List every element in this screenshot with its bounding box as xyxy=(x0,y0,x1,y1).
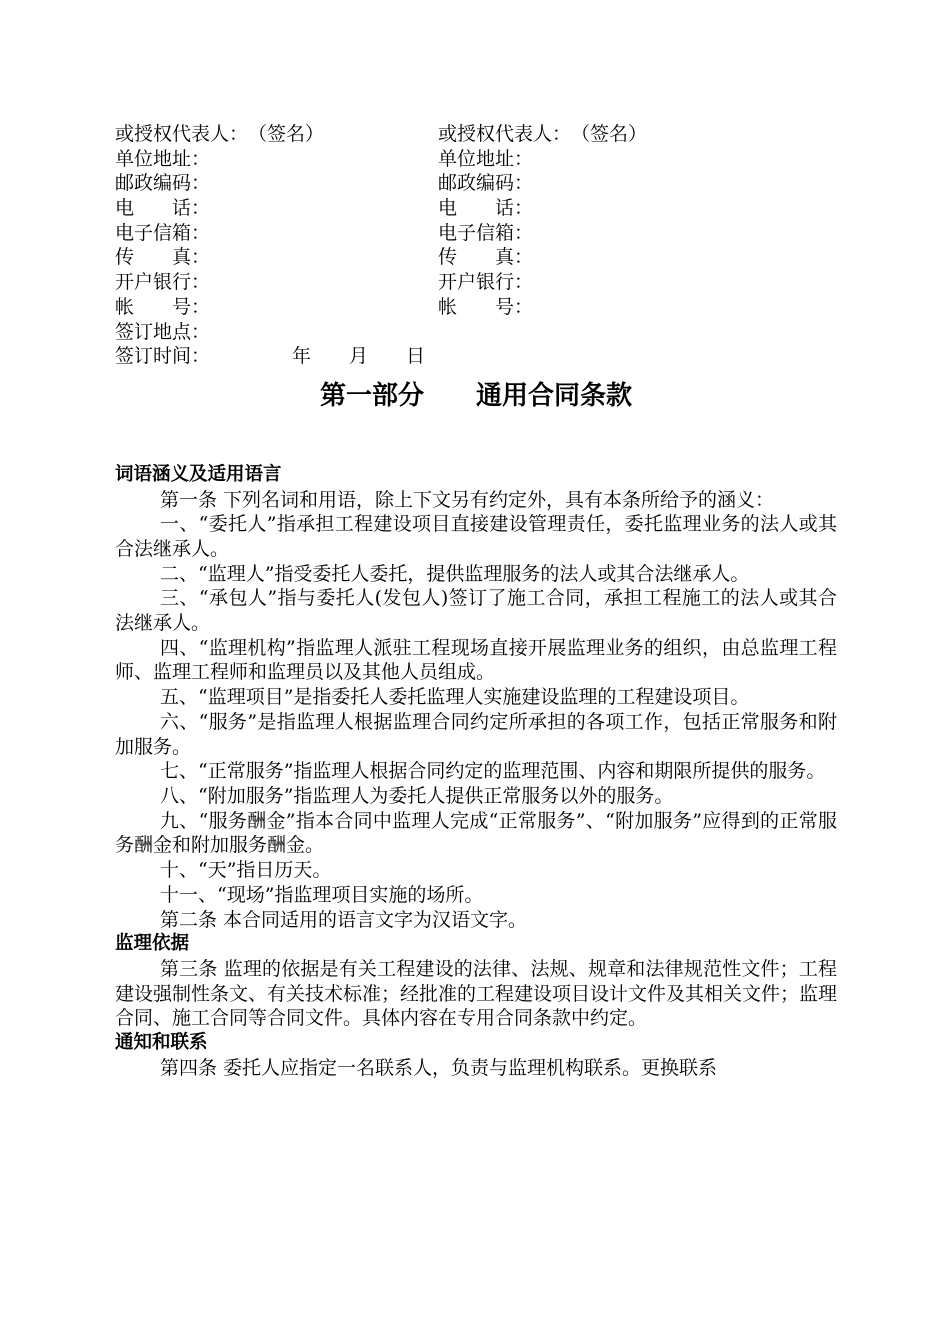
sig-left-field: 或授权代表人： （签名） xyxy=(115,123,325,145)
section xyxy=(115,1031,837,1080)
sig-row xyxy=(115,245,837,270)
clause-paragraph: 第三条 监理的依据是有关工程建设的法律、法规、规章和法律规范性文件；工程建设强制性条文、有关技术标准；经批准的工程建设项目设计文件及其相关文件；监理合同、施工合同等合同文件。具体内容在专用合同条款中约定。 xyxy=(115,957,838,1030)
clause-paragraph: 二、“监理人”指受委托人委托，提供监理服务的法人或其合法继承人。 xyxy=(160,562,750,585)
section-heading: 通知和联系 xyxy=(115,1032,208,1054)
clause-paragraph: 八、“附加服务”指监理人为委托人提供正常服务以外的服务。 xyxy=(160,785,674,807)
clause-paragraph: 第四条 委托人应指定一名联系人，负责与监理机构联系。更换联系 xyxy=(160,1056,718,1079)
section xyxy=(115,932,837,1031)
sig-left-field: 签订地点： xyxy=(115,320,211,343)
clause-paragraph: 五、“监理项目”是指委托人委托监理人实施建设监理的工程建设项目。 xyxy=(160,686,750,709)
part-title: 第一部分 通用合同条款 xyxy=(319,380,632,411)
sig-left-field: 单位地址： xyxy=(115,147,211,170)
sig-right-field: 邮政编码： xyxy=(438,172,534,195)
sig-right-field: 电 话： xyxy=(438,197,534,220)
sig-left-field: 电子信箱： xyxy=(115,221,211,244)
sig-right-field: 帐 号： xyxy=(438,295,534,318)
clause-paragraph: 十、“天”指日历天。 xyxy=(160,859,332,882)
sig-row xyxy=(115,196,837,221)
clause-paragraph: 七、“正常服务”指监理人根据合同约定的监理范围、内容和期限所提供的服务。 xyxy=(160,760,826,783)
sig-right-field: 开户银行： xyxy=(438,271,534,294)
clause-paragraph: 一、“委托人”指承担工程建设项目直接建设管理责任，委托监理业务的法人或其合法继承人。 xyxy=(115,513,837,560)
sig-row xyxy=(115,221,837,246)
clause-paragraph: 九、“服务酬金”指本合同中监理人完成“正常服务”、“附加服务”应得到的正常服务酬金和附加服务酬金。 xyxy=(115,809,837,857)
clause-paragraph: 六、“服务”是指监理人根据监理合同约定所承担的各项工作，包括正常服务和附加服务。 xyxy=(115,710,837,758)
sig-right-field: 传 真： xyxy=(438,246,534,269)
sig-row xyxy=(115,320,837,345)
sig-row xyxy=(115,147,837,172)
sig-row xyxy=(115,122,837,147)
section-heading: 词语涵义及适用语言 xyxy=(115,463,282,485)
sig-date-row xyxy=(115,344,837,369)
clause-paragraph: 第二条 本合同适用的语言文字为汉语文字。 xyxy=(160,908,528,931)
sig-row xyxy=(115,295,837,320)
signature-block xyxy=(115,122,837,369)
section-heading: 监理依据 xyxy=(115,933,190,955)
spacer xyxy=(115,421,837,463)
clause-paragraph: 四、“监理机构”指监理人派驻工程现场直接开展监理业务的组织，由总监理工程师、监理工程师和监理员以及其他人员组成。 xyxy=(115,636,837,684)
sig-left-field: 邮政编码： xyxy=(115,172,211,195)
section xyxy=(115,463,837,932)
sig-row xyxy=(115,171,837,196)
clause-paragraph: 十一、“现场”指监理项目实施的场所。 xyxy=(160,883,484,906)
document-page xyxy=(115,122,837,1080)
sig-date-label: 签订时间： xyxy=(115,345,211,368)
sig-left-field: 开户银行： xyxy=(115,271,211,294)
clause-paragraph: 第一条 下列名词和用语，除上下文另有约定外，具有本条所给予的涵义： xyxy=(160,488,775,511)
sig-left-field: 帐 号： xyxy=(115,295,211,318)
sig-left-field: 电 话： xyxy=(115,197,211,220)
sig-left-field: 传 真： xyxy=(115,246,211,269)
sig-row xyxy=(115,270,837,295)
sig-right-field: 电子信箱： xyxy=(438,221,534,244)
sig-date-value: 年 月 日 xyxy=(292,345,426,368)
sig-right-field: 或授权代表人： （签名） xyxy=(438,123,648,145)
sig-right-field: 单位地址： xyxy=(438,147,534,170)
clause-paragraph: 三、“承包人”指与委托人(发包人)签订了施工合同，承担工程施工的法人或其合法继承人。 xyxy=(115,587,837,635)
